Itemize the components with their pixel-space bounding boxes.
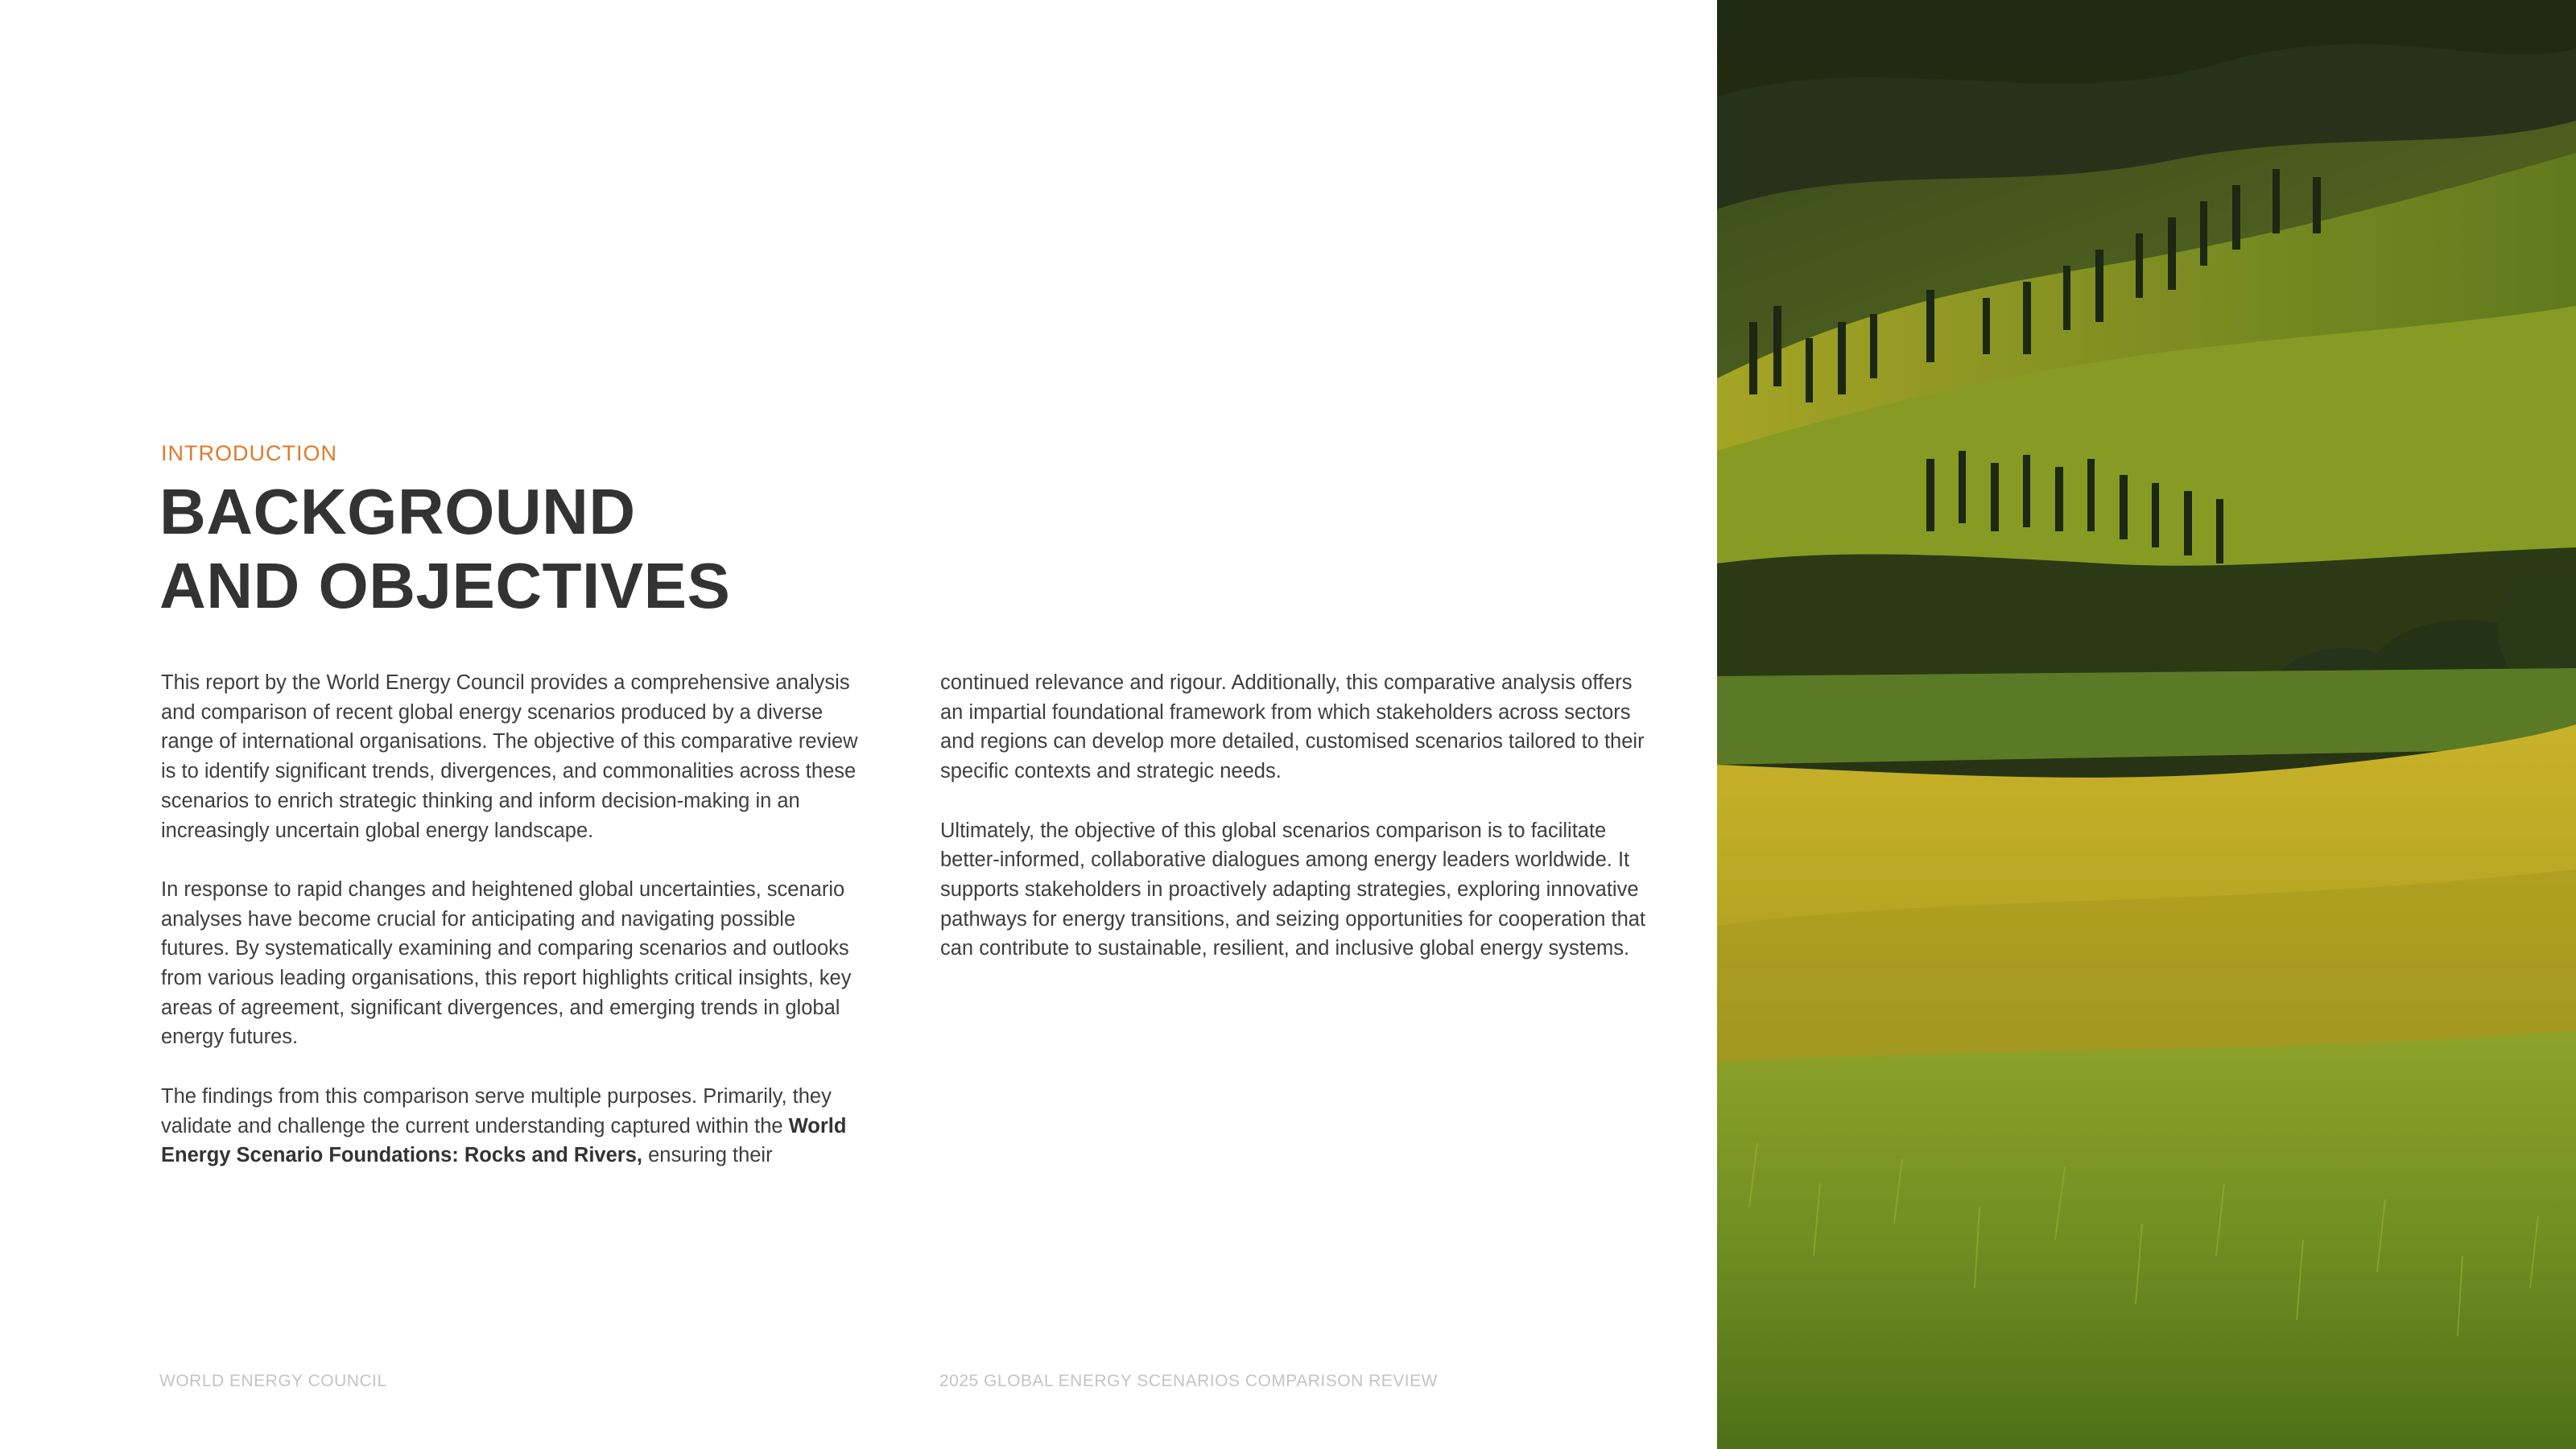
landscape-photo bbox=[1717, 0, 2576, 1449]
paragraph-intro: This report by the World Energy Council provides a comprehensive analysis and comparison of recent global energy scenarios produced by a diverse range of international organisations. The objective of this comparative review is to identify significant trends, divergences, and commonalities across these scenarios to enrich strategic thinking and inform decision-making in an increasingly uncertain global energy landscape. bbox=[161, 671, 858, 842]
body-column-left bbox=[161, 668, 869, 1200]
landscape-illustration bbox=[1717, 0, 2576, 1449]
paragraph-continuation: continued relevance and rigour. Additionally, this comparative analysis offers an impartial foundational framework from which stakeholders across sectors and regions can develop more detailed, customised scenarios tailored to their specific contexts and strategic needs. bbox=[940, 671, 1645, 783]
paragraph-objective: Ultimately, the objective of this global scenarios comparison is to facilitate better-informed, collaborative dialogues among energy leaders worldwide. It supports stakeholders in proactively adapting strategies, exploring innovative pathways for energy transitions, and seizing opportunities for cooperation that can contribute to sustainable, resilient, and inclusive global energy systems. bbox=[940, 819, 1646, 960]
body-column-right bbox=[940, 668, 1649, 993]
paragraph-context: In response to rapid changes and heightened global uncertainties, scenario analyses have become crucial for anticipating and navigating possible futures. By systematically examining and comparing scenarios and outlooks from various leading organisations, this report highlights critical insights, key areas of agreement, significant divergences, and emerging trends in global energy futures. bbox=[161, 877, 852, 1049]
paragraph-findings bbox=[161, 1082, 869, 1170]
footer-organisation: WORLD ENERGY COUNCIL bbox=[159, 1372, 387, 1390]
page-title bbox=[159, 475, 730, 623]
paragraph-findings-end: ensuring their bbox=[648, 1144, 773, 1167]
section-label: INTRODUCTION bbox=[161, 441, 337, 465]
footer-report-title: 2025 GLOBAL ENERGY SCENARIOS COMPARISON REVIEW bbox=[939, 1372, 1438, 1390]
paragraph-findings-start: The findings from this comparison serve multiple purposes. Primarily, they validate and challenge the current understanding captured within the bbox=[161, 1084, 832, 1137]
page-title-line-2: AND OBJECTIVES bbox=[159, 550, 731, 621]
page-title-line-1: BACKGROUND bbox=[159, 476, 636, 547]
report-title-reference: World Energy Scenario Foundations: Rocks and Rivers, bbox=[161, 1114, 847, 1167]
